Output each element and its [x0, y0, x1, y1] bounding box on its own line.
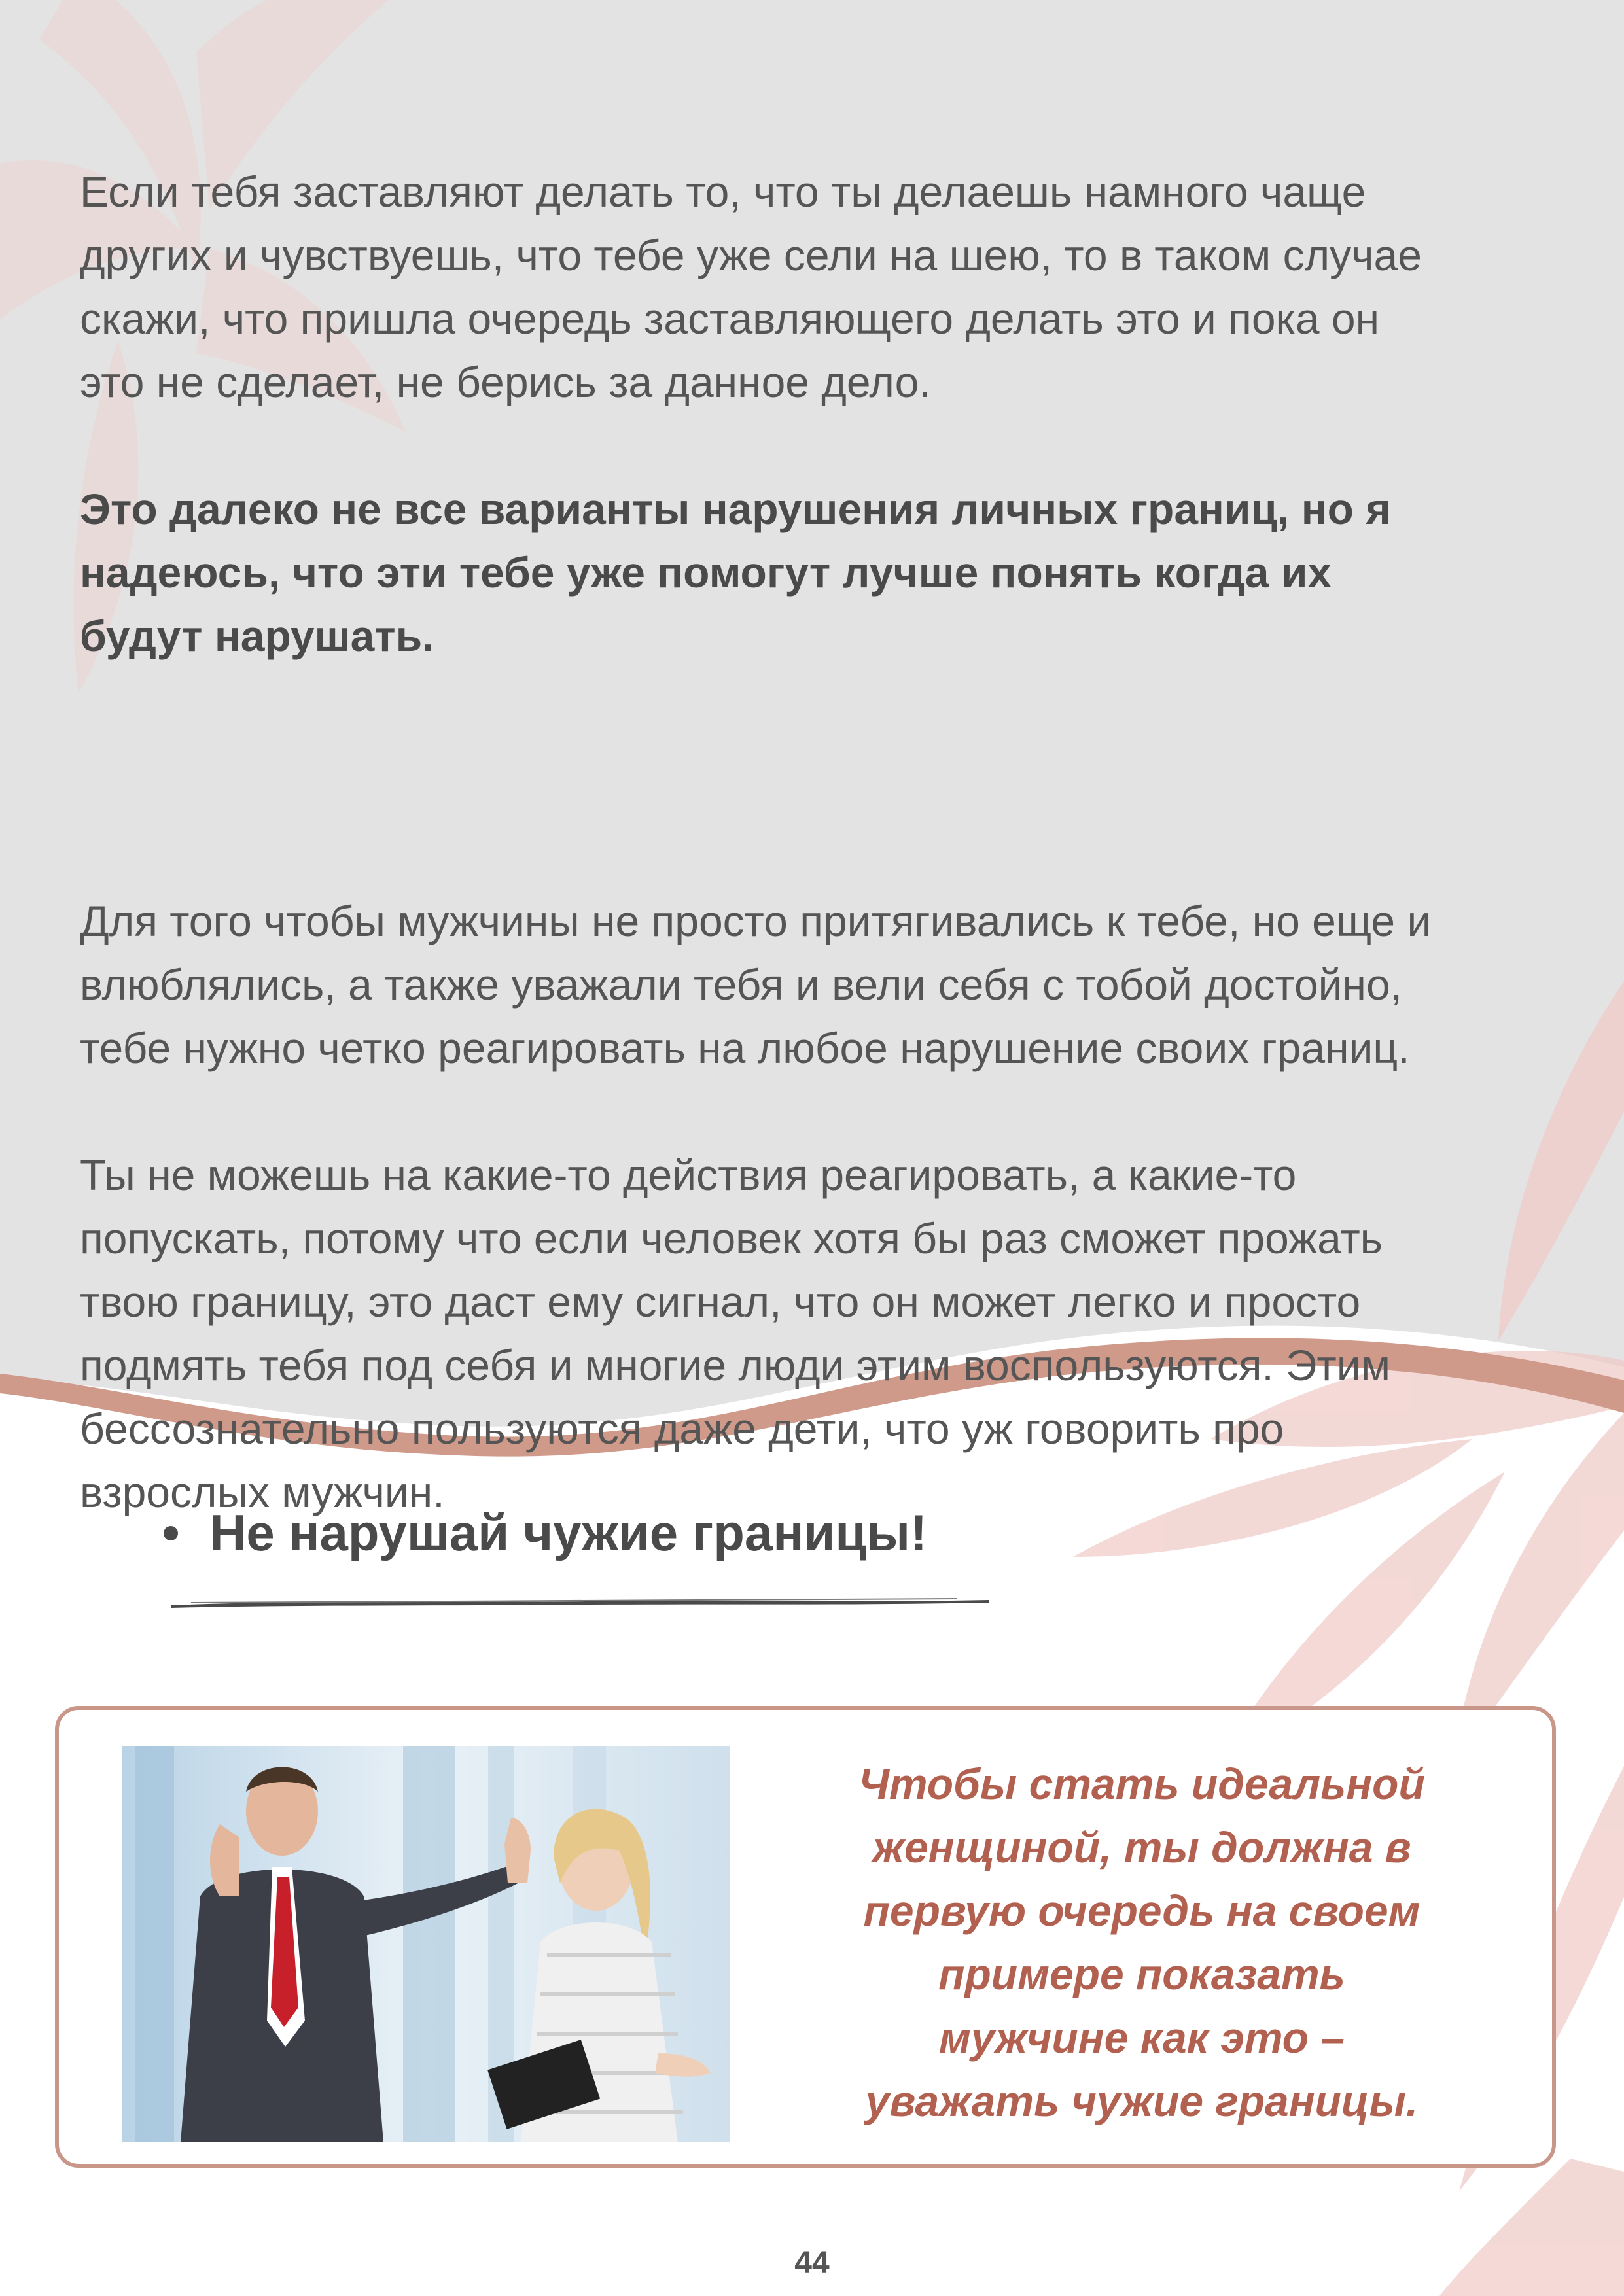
section-heading — [164, 1503, 927, 1563]
paragraph-3: Для того чтобы мужчины не просто притягивались к тебе, но еще и влюблялись, а также уважали тебя и вели себя с тобой достойно, тебе нужно четко реагировать на любое нарушение своих границ. — [80, 897, 1432, 1072]
section-heading-text: Не нарушай чужие границы! — [209, 1504, 927, 1561]
page-number: 44 — [794, 2246, 830, 2280]
paragraph-2-emphasis: Это далеко не все варианты нарушения личных границ, но я надеюсь, что эти тебе уже помогут лучше понять когда их будут нарушать. — [80, 485, 1391, 660]
paragraph-1: Если тебя заставляют делать то, что ты делаешь намного чаще других и чувствуешь, что тебе уже сели на шею, то в таком случае скажи, что пришла очередь заставляющего делать это и пока он это не сделает, не берись за данное дело. — [80, 167, 1422, 406]
bullet-icon — [164, 1526, 178, 1540]
callout-box — [55, 1706, 1556, 2168]
brush-underline — [171, 1596, 989, 1609]
paragraph-4: Ты не можешь на какие-то действия реагировать, а какие-то попускать, потому что если человек хотя бы раз сможет прожать твою границу, это даст ему сигнал, что он может легко и просто подмять тебя под себя и многие люди этим воспользуются. Этим бессознательно пользуются даже дети, что уж говорить про взрослых мужчин. — [80, 1151, 1391, 1516]
photo-man-woman — [122, 1746, 730, 2142]
callout-quote: Чтобы стать идеальной женщиной, ты должна в первую очередь на своем примере показать мужчине как это – уважать чужие границы. — [858, 1760, 1425, 2125]
photo-illustration — [122, 1746, 730, 2142]
